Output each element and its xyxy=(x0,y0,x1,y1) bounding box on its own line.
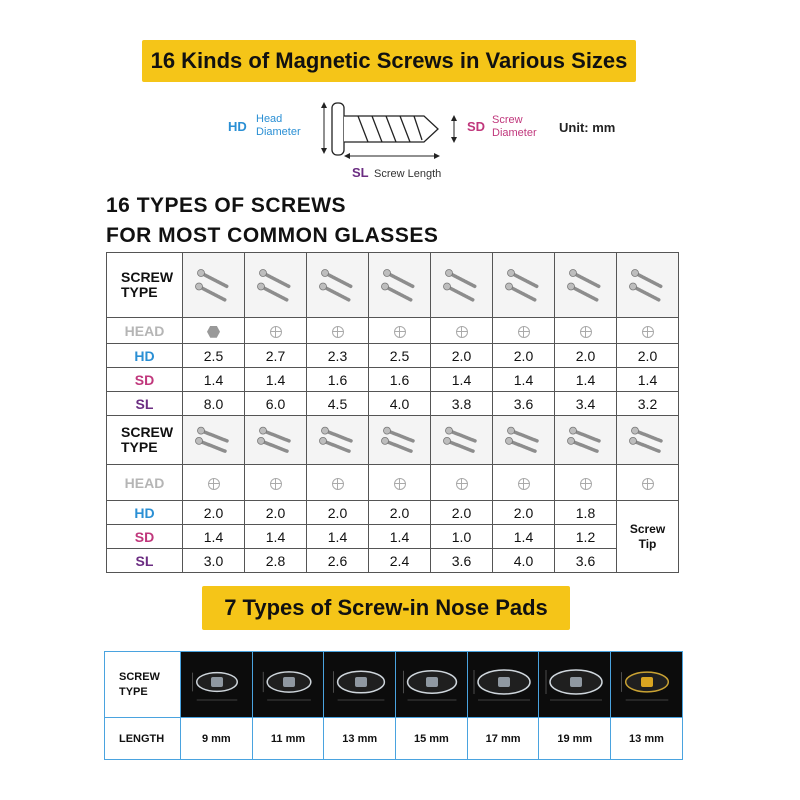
nose-pad-icon xyxy=(613,656,679,710)
hd-cell: 1.8 xyxy=(555,501,617,525)
sd-abbr: SD xyxy=(467,119,486,134)
length-cell: 9 mm xyxy=(181,718,253,760)
head-cell xyxy=(555,318,617,344)
hd-cell: 2.5 xyxy=(369,344,431,368)
length-row-label: LENGTH xyxy=(105,718,181,760)
sl-row-label: SL xyxy=(107,392,183,416)
sl-cell: 2.4 xyxy=(369,549,431,573)
length-cell: 13 mm xyxy=(324,718,396,760)
sd-cell: 1.6 xyxy=(369,368,431,392)
screw-image xyxy=(431,253,493,318)
table-row xyxy=(107,253,679,318)
cross-head-icon xyxy=(394,478,406,490)
sd-row-label: SD xyxy=(107,368,183,392)
head-cell xyxy=(307,465,369,501)
nose-pad-image xyxy=(324,652,396,718)
sd-cell: 1.4 xyxy=(431,368,493,392)
screw-photo-icon xyxy=(621,259,675,309)
screw-image xyxy=(617,416,679,465)
hd-abbr: HD xyxy=(228,119,247,134)
cross-head-icon xyxy=(270,478,282,490)
screw-image xyxy=(183,416,245,465)
nose-pad-icon xyxy=(327,656,393,710)
pad-type-label xyxy=(105,652,181,718)
nose-pads-banner-text: 7 Types of Screw-in Nose Pads xyxy=(224,595,548,620)
head-cell xyxy=(307,318,369,344)
hd-label: Head Diameter xyxy=(256,113,301,138)
head-row-label: HEAD xyxy=(107,465,183,501)
screw-photo-icon xyxy=(435,420,489,458)
sd-cell: 1.4 xyxy=(245,368,307,392)
screw-type-label xyxy=(107,416,183,465)
nose-pads-banner xyxy=(202,586,570,630)
table-row xyxy=(107,416,679,465)
screw-image xyxy=(431,416,493,465)
screw-photo-icon xyxy=(249,259,303,309)
screw-image xyxy=(183,253,245,318)
cross-head-icon xyxy=(642,478,654,490)
hd-cell: 2.0 xyxy=(431,344,493,368)
table-row xyxy=(107,344,679,368)
screw-photo-icon xyxy=(435,259,489,309)
hex-head-icon xyxy=(207,326,220,338)
head-cell xyxy=(183,318,245,344)
table-row xyxy=(107,525,679,549)
sl-cell: 3.6 xyxy=(493,392,555,416)
table-row xyxy=(107,392,679,416)
screw-photo-icon xyxy=(249,420,303,458)
screw-photo-icon xyxy=(497,259,551,309)
sl-cell: 2.6 xyxy=(307,549,369,573)
head-cell xyxy=(245,465,307,501)
sl-cell: 3.4 xyxy=(555,392,617,416)
screw-photo-icon xyxy=(373,420,427,458)
sd-cell: 1.4 xyxy=(183,525,245,549)
screw-photo-icon xyxy=(497,420,551,458)
sd-cell: 1.4 xyxy=(369,525,431,549)
cross-head-icon xyxy=(394,326,406,338)
screw-photo-icon xyxy=(559,259,613,309)
screw-type-label-text: SCREW TYPE xyxy=(121,269,174,300)
screw-image xyxy=(617,253,679,318)
sl-cell: 3.0 xyxy=(183,549,245,573)
section-title-line-2: FOR MOST COMMON GLASSES xyxy=(106,224,439,247)
title-banner xyxy=(142,40,636,82)
sl-cell: 3.2 xyxy=(617,392,679,416)
nose-pad-image xyxy=(467,652,539,718)
screw-image xyxy=(307,416,369,465)
head-cell xyxy=(369,318,431,344)
screw-type-label-text: SCREW TYPE xyxy=(121,424,174,455)
screw-image xyxy=(555,416,617,465)
sl-abbr: SL xyxy=(352,165,369,180)
head-cell xyxy=(245,318,307,344)
head-cell xyxy=(431,465,493,501)
screw-photo-icon xyxy=(621,420,675,458)
sl-cell: 3.8 xyxy=(431,392,493,416)
nose-pad-icon xyxy=(470,656,536,710)
length-cell: 11 mm xyxy=(252,718,324,760)
head-cell xyxy=(493,465,555,501)
nose-pad-icon xyxy=(398,656,464,710)
hd-cell: 2.7 xyxy=(245,344,307,368)
screw-photo-icon xyxy=(559,420,613,458)
screw-image xyxy=(493,416,555,465)
screw-image xyxy=(369,416,431,465)
sl-cell: 2.8 xyxy=(245,549,307,573)
screw-photo-icon xyxy=(311,420,365,458)
screw-image xyxy=(555,253,617,318)
cross-head-icon xyxy=(332,326,344,338)
screw-photo-icon xyxy=(373,259,427,309)
nose-pad-image xyxy=(181,652,253,718)
length-cell: 15 mm xyxy=(396,718,468,760)
nose-pad-image xyxy=(396,652,468,718)
sd-cell: 1.4 xyxy=(493,368,555,392)
hd-row-label: HD xyxy=(107,344,183,368)
sl-cell: 4.0 xyxy=(493,549,555,573)
hd-cell: 2.0 xyxy=(183,501,245,525)
title-banner-text: 16 Kinds of Magnetic Screws in Various Sizes xyxy=(150,48,628,73)
table-row xyxy=(105,652,683,718)
hd-cell: 2.0 xyxy=(245,501,307,525)
hd-cell: 2.0 xyxy=(431,501,493,525)
hd-cell: 2.0 xyxy=(493,501,555,525)
nose-pad-icon xyxy=(542,656,608,710)
cross-head-icon xyxy=(332,478,344,490)
screw-tip-label xyxy=(617,501,679,573)
cross-head-icon xyxy=(580,478,592,490)
cross-head-icon xyxy=(642,326,654,338)
screw-image xyxy=(307,253,369,318)
nose-pad-image xyxy=(611,652,683,718)
cross-head-icon xyxy=(208,478,220,490)
sd-cell: 1.4 xyxy=(183,368,245,392)
sl-row-label: SL xyxy=(107,549,183,573)
head-cell xyxy=(431,318,493,344)
screw-photo-icon xyxy=(311,259,365,309)
head-row-label: HEAD xyxy=(107,318,183,344)
sd-cell: 1.6 xyxy=(307,368,369,392)
sl-cell: 3.6 xyxy=(431,549,493,573)
length-cell: 17 mm xyxy=(467,718,539,760)
screw-image xyxy=(493,253,555,318)
screw-type-label xyxy=(107,253,183,318)
sd-cell: 1.4 xyxy=(307,525,369,549)
length-cell: 13 mm xyxy=(611,718,683,760)
sl-cell: 4.0 xyxy=(369,392,431,416)
cross-head-icon xyxy=(456,478,468,490)
screw-spec-table xyxy=(106,252,679,573)
sd-cell: 1.4 xyxy=(493,525,555,549)
table-row xyxy=(107,549,679,573)
sd-cell: 1.4 xyxy=(617,368,679,392)
nose-pad-image xyxy=(252,652,324,718)
cross-head-icon xyxy=(518,478,530,490)
sd-row-label: SD xyxy=(107,525,183,549)
screw-image xyxy=(369,253,431,318)
sl-cell: 6.0 xyxy=(245,392,307,416)
cross-head-icon xyxy=(270,326,282,338)
nose-pad-image xyxy=(539,652,611,718)
screw-photo-icon xyxy=(187,420,241,458)
hd-cell: 2.0 xyxy=(307,501,369,525)
table-row xyxy=(105,718,683,760)
head-cell xyxy=(493,318,555,344)
section-title-line-1: 16 TYPES OF SCREWS xyxy=(106,194,347,217)
table-row xyxy=(107,465,679,501)
screw-tip-label-text: Screw Tip xyxy=(629,521,666,551)
unit-label: Unit: mm xyxy=(559,120,616,135)
head-cell xyxy=(183,465,245,501)
head-cell xyxy=(617,465,679,501)
nose-pad-icon xyxy=(183,656,249,710)
hd-cell: 2.0 xyxy=(555,344,617,368)
cross-head-icon xyxy=(580,326,592,338)
sd-label: Screw Diameter xyxy=(492,114,537,139)
hd-cell: 2.0 xyxy=(617,344,679,368)
screw-image xyxy=(245,416,307,465)
table-row xyxy=(107,318,679,344)
sl-cell: 4.5 xyxy=(307,392,369,416)
hd-cell: 2.0 xyxy=(369,501,431,525)
hd-row-label: HD xyxy=(107,501,183,525)
head-cell xyxy=(617,318,679,344)
cross-head-icon xyxy=(456,326,468,338)
screw-drawing-icon xyxy=(312,98,462,168)
cross-head-icon xyxy=(518,326,530,338)
screw-image xyxy=(245,253,307,318)
pad-type-label-text: SCREW TYPE xyxy=(119,670,160,698)
head-cell xyxy=(369,465,431,501)
sd-cell: 1.0 xyxy=(431,525,493,549)
nose-pad-table xyxy=(104,651,683,760)
hd-cell: 2.0 xyxy=(493,344,555,368)
sl-cell: 3.6 xyxy=(555,549,617,573)
sl-cell: 8.0 xyxy=(183,392,245,416)
sd-cell: 1.4 xyxy=(245,525,307,549)
length-cell: 19 mm xyxy=(539,718,611,760)
sd-cell: 1.4 xyxy=(555,368,617,392)
sd-cell: 1.2 xyxy=(555,525,617,549)
nose-pad-icon xyxy=(255,656,321,710)
head-cell xyxy=(555,465,617,501)
table-row xyxy=(107,368,679,392)
hd-cell: 2.5 xyxy=(183,344,245,368)
table-row xyxy=(107,501,679,525)
sl-label: Screw Length xyxy=(374,168,442,180)
hd-cell: 2.3 xyxy=(307,344,369,368)
screw-photo-icon xyxy=(187,259,241,309)
